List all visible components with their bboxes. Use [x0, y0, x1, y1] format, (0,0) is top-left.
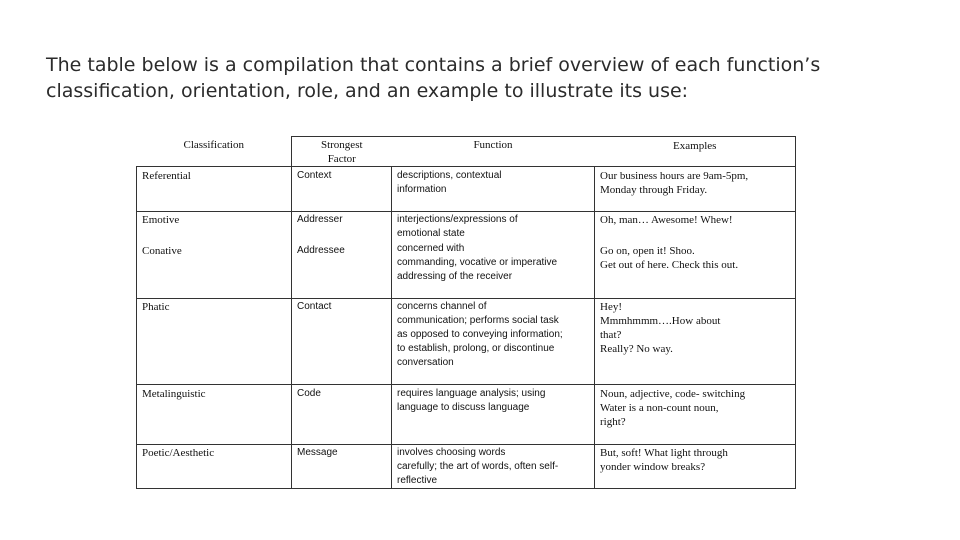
cell-function: concerned with commanding, vocative or imperative addressing of the receiver — [392, 242, 595, 299]
cell-factor: Addressee — [292, 242, 392, 299]
cell-factor: Code — [292, 385, 392, 445]
cell-function: requires language analysis; using language to discuss language — [392, 385, 595, 445]
header-function: Function — [392, 137, 595, 167]
header-examples: Examples — [595, 137, 796, 167]
cell-classification: Phatic — [137, 299, 292, 385]
table-row — [137, 385, 796, 445]
cell-examples: Our business hours are 9am-5pm, Monday through Friday. — [595, 167, 796, 212]
cell-factor: Context — [292, 167, 392, 212]
cell-factor: Message — [292, 445, 392, 489]
cell-classification: Conative — [137, 242, 292, 299]
cell-classification: Emotive — [137, 212, 292, 242]
cell-function: concerns channel of communication; performs social task as opposed to conveying information; to establish, prolong, or discontinue conversation — [392, 299, 595, 385]
cell-examples: But, soft! What light through yonder window breaks? — [595, 445, 796, 489]
cell-factor: Addresser — [292, 212, 392, 242]
cell-factor: Contact — [292, 299, 392, 385]
header-classification: Classification — [183, 138, 244, 151]
intro-line-1: The table below is a compilation that contains a brief overview of each function’s — [46, 54, 821, 76]
header-strongest-factor: Strongest Factor — [292, 137, 392, 167]
table-row — [137, 212, 796, 242]
table-row — [137, 242, 796, 299]
cell-function: involves choosing words carefully; the art of words, often self- reflective — [392, 445, 595, 489]
intro-paragraph — [46, 52, 926, 104]
cell-classification: Poetic/Aesthetic — [137, 445, 292, 489]
table-row — [137, 299, 796, 385]
cell-classification: Metalinguistic — [137, 385, 292, 445]
table-row — [137, 445, 796, 489]
cell-function: descriptions, contextual information — [392, 167, 595, 212]
cell-examples: Noun, adjective, code- switching Water is a non-count noun, right? — [595, 385, 796, 445]
intro-line-2: classification, orientation, role, and an example to illustrate its use: — [46, 80, 689, 102]
cell-function: interjections/expressions of emotional state — [392, 212, 595, 242]
table-row — [137, 167, 796, 212]
table-header-row — [137, 137, 796, 167]
functions-table — [136, 136, 796, 489]
cell-examples: Hey! Mmmhmmm….How about that? Really? No way. — [595, 299, 796, 385]
cell-examples: Go on, open it! Shoo. Get out of here. Check this out. — [595, 242, 796, 299]
cell-examples: Oh, man… Awesome! Whew! — [595, 212, 796, 242]
cell-classification: Referential — [137, 167, 292, 212]
